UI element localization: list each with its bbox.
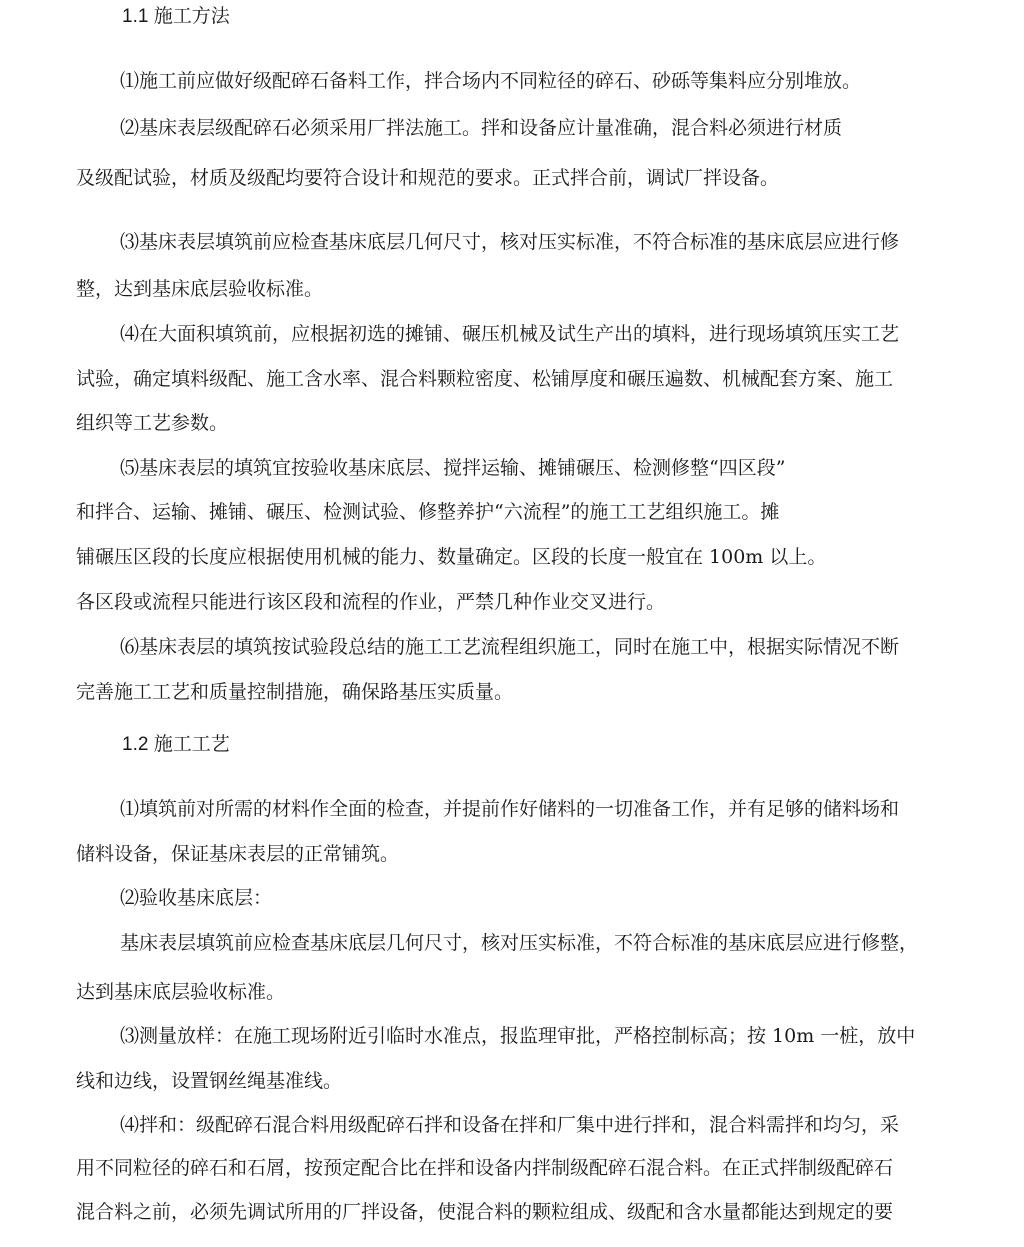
paragraph-line: 基床表层填筑前应检查基床底层几何尺寸，核对压实标准，不符合标准的基床底层应进行修整， [120,932,919,954]
paragraph-line: 线和边线，设置钢丝绳基准线。 [76,1070,343,1092]
paragraph-line: 试验，确定填料级配、施工含水率、混合料颗粒密度、松铺厚度和碾压遍数、机械配套方案、施工 [76,368,894,390]
section-heading-1-1: 1.1 施工方法 [122,6,230,27]
section-heading-1-2: 1.2 施工工艺 [122,734,230,755]
paragraph-line: 组织等工艺参数。 [76,412,229,434]
paragraph-line: ⑷拌和：级配碎石混合料用级配碎石拌和设备在拌和厂集中进行拌和，混合料需拌和均匀，采 [120,1114,900,1136]
paragraph-line: 和拌合、运输、摊铺、碾压、检测试验、修整养护“六流程”的施工工艺组织施工。摊 [76,501,780,523]
paragraph-line: 铺碾压区段的长度应根据使用机械的能力、数量确定。区段的长度一般宜在 100m 以上。 [76,546,827,568]
paragraph-line: 完善施工工艺和质量控制措施，确保路基压实质量。 [76,681,514,703]
paragraph-line: ⑸基床表层的填筑宜按验收基床底层、搅拌运输、摊铺碾压、检测修整“四区段” [120,457,786,479]
paragraph-line: ⑵基床表层级配碎石必须采用厂拌法施工。拌和设备应计量准确，混合料必须进行材质 [120,117,843,139]
paragraph-line: 各区段或流程只能进行该区段和流程的作业，严禁几种作业交叉进行。 [76,591,666,613]
paragraph-line: 混合料之前，必须先调试所用的厂拌设备，使混合料的颗粒组成、级配和含水量都能达到规定的要 [76,1201,894,1223]
paragraph-line: ⑹基床表层的填筑按试验段总结的施工工艺流程组织施工，同时在施工中，根据实际情况不断 [120,636,900,658]
paragraph-line: ⑴施工前应做好级配碎石备料工作，拌合场内不同粒径的碎石、砂砾等集料应分别堆放。 [120,70,862,92]
paragraph-line: ⑷在大面积填筑前，应根据初选的摊铺、碾压机械及试生产出的填料，进行现场填筑压实工艺 [120,323,900,345]
paragraph-line: 用不同粒径的碎石和石屑，按预定配合比在拌和设备内拌制级配碎石混合料。在正式拌制级配碎石 [76,1157,894,1179]
paragraph-line: ⑴填筑前对所需的材料作全面的检查，并提前作好储料的一切准备工作，并有足够的储料场和 [120,798,900,820]
paragraph-line: ⑵验收基床底层： [120,887,273,909]
paragraph-line: 储料设备，保证基床表层的正常铺筑。 [76,843,400,865]
paragraph-line: 达到基床底层验收标准。 [76,981,286,1003]
paragraph-line: 整，达到基床底层验收标准。 [76,278,324,300]
paragraph-line: ⑶测量放样：在施工现场附近引临时水准点，报监理审批，严格控制标高；按 10m 一桩，放中 [120,1025,916,1047]
paragraph-line: ⑶基床表层填筑前应检查基床底层几何尺寸，核对压实标准，不符合标准的基床底层应进行修 [120,231,900,253]
paragraph-line: 及级配试验，材质及级配均要符合设计和规范的要求。正式拌合前，调试厂拌设备。 [76,167,780,189]
